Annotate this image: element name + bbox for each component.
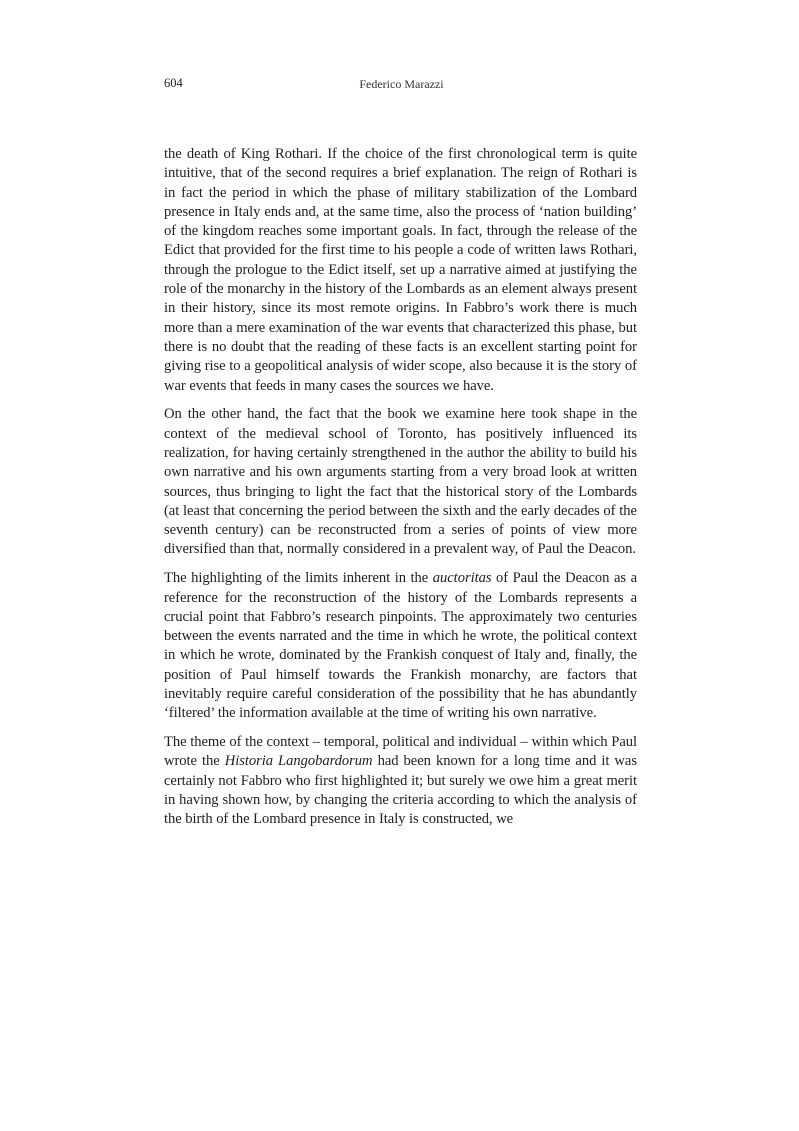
paragraph-text: of Paul the Deacon as a reference for the reconstruction of the history of the Lombards represents a crucial point that Fabbro’s research pinpoints. The approximately two centuries between the events narrated and the time in which he wrote, the political context in which he wrote, dominated by the Frankish conquest of Italy and, finally, the position of Paul himself towards the Frankish monarchy, are factors that inevitably require careful consideration of the possibility that he has abundantly ‘filtered’ the information available at the time of writing his own narrative. <box>164 570 638 722</box>
italic-title-historia-langobardorum: Historia Langobardorum <box>224 753 373 770</box>
paragraph-2 <box>164 405 637 559</box>
paragraph-text: The theme of the context – temporal, political and individual – within which Paul wrote the <box>164 734 637 770</box>
running-head-author: Federico Marazzi <box>359 77 444 91</box>
paragraph-text: had been known for a long time and it was certainly not Fabbro who first highlighted it; but surely we owe him a great merit in having shown how, by changing the criteria according to which the analysis of the birth of the Lombard presence in Italy is constructed, we <box>164 753 637 828</box>
paragraph-3 <box>164 569 637 723</box>
body-text <box>164 145 637 839</box>
paragraph-1 <box>164 145 637 396</box>
paragraph-text: The highlighting of the limits inherent in the <box>164 570 433 587</box>
paragraph-text: the death of King Rothari. If the choice of the first chronological term is quite intuitive, that of the second requires a brief explanation. The reign of Rothari is in fact the period in which the phase of military stabilization of the Lombard presence in Italy ends and, at the same time, also the process of ‘nation building’ of the kingdom reaches some important goals. In fact, through the release of the Edict that provided for the first time to his people a code of written laws Rothari, through the prologue to the Edict itself, set up a narrative aimed at justifying the role of the monarchy in the history of the Lombards as an element always present in their history, since its most remote origins. In Fabbro’s work there is much more than a mere examination of the war events that characterized this phase, but there is no doubt that the reading of these facts is an excellent starting point for giving rise to a geopolitical analysis of wider scope, also because it is the story of war events that feeds in many cases the sources we have. <box>164 146 637 394</box>
page-number: 604 <box>164 76 183 90</box>
paragraph-text: On the other hand, the fact that the book we examine here took shape in the context of the medieval school of Toronto, has positively influenced its realization, for having certainly strengthened in the author the ability to build his own narrative and his own arguments starting from a very broad look at written sources, thus bringing to light the fact that the historical story of the Lombards (at least that concerning the period between the sixth and the early decades of the seventh century) can be reconstructed from a series of points of view more diversified than that, normally considered in a prevalent way, of Paul the Deacon. <box>164 406 637 558</box>
italic-term-auctoritas: auctoritas <box>432 570 492 587</box>
paragraph-4 <box>164 733 637 829</box>
